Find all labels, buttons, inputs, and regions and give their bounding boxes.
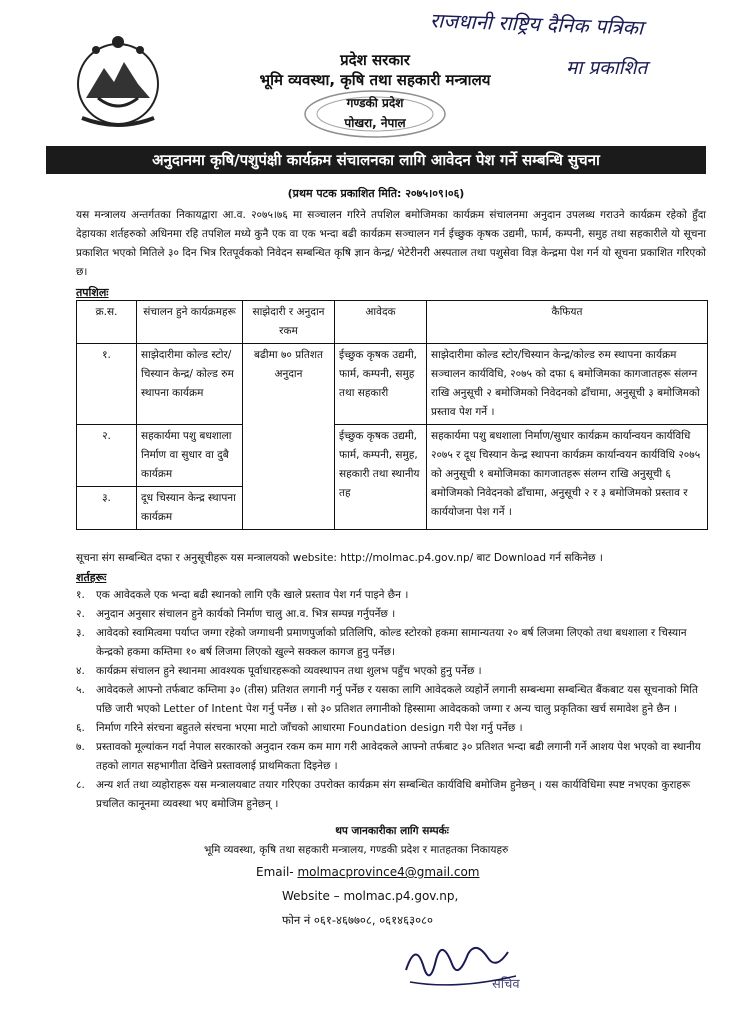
condition-number: ४.: [76, 665, 85, 677]
email-link[interactable]: molmacprovince4@gmail.com: [297, 865, 480, 879]
row-program: साझेदारीमा कोल्ड स्टोर/ चिस्यान केन्द्र/ कोल्ड रुम स्थापना कार्यक्रम: [137, 344, 243, 425]
condition-number: ६.: [76, 722, 85, 734]
condition-number: ३.: [76, 627, 85, 639]
list-item: [76, 681, 708, 719]
row-program: दूध चिस्यान केन्द्र स्थापना कार्यक्रम: [137, 487, 243, 530]
col-header-applicant: आवेदक: [335, 301, 427, 344]
download-note: सूचना संग सम्बन्धित दफा र अनुसूचीहरू यस मन्त्रालयको website: http://molmac.p4.gov.np/ बाट Download गर्न सकिनेछ ।: [76, 552, 603, 564]
list-item: [76, 662, 708, 681]
header-province-name: गण्डकी प्रदेश: [346, 96, 404, 110]
col-header-remarks: कैफियत: [427, 301, 708, 344]
row-applicant: ईच्छुक कृषक उद्यमी, फार्म, कम्पनी, समुह तथा सहकारी: [335, 344, 427, 425]
row-remarks: सहकार्यमा पशु बधशाला निर्माण/सुधार कार्यक्रम कार्यान्वयन कार्यविधि २०७५ र दूध चिस्यान केन्द्र स्थापना कार्यक्रम कार्यान्वयन कार्यविधि २०७५ को अनुसूची १ बमोजिमका कागजातहरू संलग्न राखि अनुसूची ६ बमोजिमको निवेदनको ढाँचामा, अनुसूची २ र ३ बमोजिमको प्रस्ताव र कार्ययोजना पेश गर्ने ।: [427, 425, 708, 530]
list-item: [76, 738, 708, 776]
first-published-date: (प्रथम पटक प्रकाशित मिति: २०७५।०९।०६): [287, 187, 465, 200]
contact-office: भूमि व्यवस्था, कृषि तथा सहकारी मन्त्रालय, गण्डकी प्रदेश र मातहतका निकायहरु: [204, 844, 509, 856]
notice-title-banner: अनुदानमा कृषि/पशुपंक्षी कार्यक्रम संचालनका लागि आवेदन पेश गर्ने सम्बन्धि सुचना: [46, 146, 706, 174]
handwritten-note-line1: राजधानी राष्ट्रिय दैनिक पत्रिका: [429, 8, 644, 40]
condition-text: आवेदको स्वामित्वमा पर्याप्त जग्गा रहेको जग्गाधनी प्रमाणपुर्जाको प्रतिलिपि, कोल्ड स्टोरको हकमा सामान्यतया २० बर्ष लिजमा लिएको तथा बधशाला र चिस्यान केन्द्रको हकमा कम्तिमा १० बर्ष लिजमा लिएको खुल्ने सक्कल कागज हुनु पर्नेछ।: [96, 627, 687, 658]
header-location: पोखरा, नेपाल: [344, 116, 406, 130]
signature-title: सचिव: [492, 977, 520, 992]
condition-number: २.: [76, 608, 85, 620]
contact-phone: फोन नं ०६१-४६७७०८, ०६१४६३०८०: [282, 913, 434, 927]
row-applicant: ईच्छुक कृषक उद्यमी, फार्म, कम्पनी, समुह, सहकारी तथा स्थानीय तह: [335, 425, 427, 530]
nepal-emblem-icon: [72, 28, 164, 136]
condition-text: आवेदकले आफ्नो तर्फबाट कम्तिमा ३० (तीस) प्रतिशत लगानी गर्नु पर्नेछ र यसका लागि आवेदकले व्यहोर्ने लगानी सम्बन्धमा सम्बन्धित बैंकबाट यस सूचनाको मिति पछि जारी भएको Letter of Intent पेश गर्नु पर्नेछ । सो ३० प्रतिशत लगानीको हिस्सामा आवेदकको जग्गा र अन्य चालु प्रकृतिका खर्च समावेश हुने छैन ।: [96, 684, 698, 715]
conditions-heading: शर्तहरूः: [76, 571, 107, 584]
row-serial: ३.: [77, 487, 137, 530]
condition-number: १.: [76, 589, 85, 601]
email-label: Email-: [256, 865, 298, 879]
list-item: [76, 776, 708, 814]
condition-text: अन्य शर्त तथा व्यहोराहरू यस मन्त्रालयबाट तयार गरिएका उपरोक्त कार्यक्रम संग सम्बन्धित कार्यविधि बमोजिम हुनेछन् । यस कार्यविधिमा स्पष्ट नभएका कुराहरू प्रचलित कानूनमा व्यवस्था भए बमोजिम हुनेछन् ।: [96, 779, 691, 810]
list-item: [76, 719, 708, 738]
col-header-grant: साझेदारी र अनुदान रकम: [243, 301, 335, 344]
condition-text: कार्यक्रम संचालन हुने स्थानमा आवश्यक पूर्वाधारहरूको व्यवस्थापन तथा शुलभ पहुँच भएको हुनु पर्नेछ ।: [96, 665, 482, 677]
condition-number: ८.: [76, 779, 85, 791]
condition-text: निर्माण गरिने संरचना बहुतले संरचना भएमा माटो जाँचको आधारमा Foundation design गरी पेश गर्नु पर्नेछ ।: [96, 722, 523, 734]
details-heading: तपशिलः: [76, 286, 109, 299]
table-row: [77, 344, 708, 425]
row-serial: १.: [77, 344, 137, 425]
row-program: सहकार्यमा पशु बधशाला निर्माण वा सुधार वा दुबै कार्यक्रम: [137, 425, 243, 487]
signature: [396, 930, 566, 1000]
table-row: [77, 425, 708, 487]
col-header-program: संचालन हुने कार्यक्रमहरू: [137, 301, 243, 344]
office-stamp-icon: [300, 88, 450, 140]
condition-number: ५.: [76, 684, 85, 696]
contact-title: थप जानकारीका लागि सम्पर्कः: [335, 825, 449, 837]
header-province-government: प्रदेश सरकार: [340, 51, 410, 69]
row-serial: २.: [77, 425, 137, 487]
list-item: [76, 586, 708, 605]
conditions-list: [76, 586, 708, 814]
intro-paragraph: यस मन्त्रालय अन्तर्गतका निकायद्वारा आ.व. २०७५।७६ मा सञ्चालन गरिने तपशिल बमोजिमका कार्यक्रम संचालनमा अनुदान उपलब्ध गराउने कार्यक्रम रहेको हुँदा देहायका शर्तहरुको अधिनमा रहि तपशिल मध्ये कुनै एक वा एक भन्दा बढी कार्यक्रम सञ्चालन गर्न ईच्छुक कृषक उद्यमी, फार्म, कम्पनी, समुह तथा सहकारीले यो सूचना प्रकाशित भएको मितिले ३० दिन भित्र रितपूर्वकको निवेदन सम्बन्धित कृषि ज्ञान केन्द्र/ भेटेरीनरी अस्पताल तथा पशुसेवा विज्ञ केन्द्रमा पेश गर्न यो सूचना प्रकाशित गरिएको छ।: [76, 209, 706, 278]
contact-email-line: [76, 860, 708, 884]
list-item: [76, 624, 708, 662]
table-header-row: [77, 301, 708, 344]
condition-text: प्रस्तावको मूल्यांकन गर्दा नेपाल सरकारको अनुदान रकम कम माग गरी आवेदकले आफ्नो तर्फबाट ३० प्रतिशत भन्दा बढी लगानी गर्ने आशय पेश भएको वा स्थानीय तहको लागत सहभागीता देखिने प्रस्तावलाई प्राथमिकता दिइनेछ ।: [96, 741, 701, 772]
col-header-serial: क्र.स.: [77, 301, 137, 344]
header-ministry-name: भूमि व्यवस्था, कृषि तथा सहकारी मन्त्रालय: [259, 71, 491, 89]
condition-text: एक आवेदकले एक भन्दा बढी स्थानको लागि एकै खाले प्रस्ताव पेश गर्न पाइने छैन ।: [96, 589, 409, 601]
row-grant: बढीमा ७० प्रतिशत अनुदान: [243, 344, 335, 530]
contact-website: Website – molmac.p4.gov.np,: [282, 889, 459, 903]
list-item: [76, 605, 708, 624]
contact-block: [76, 822, 708, 932]
program-table: [76, 300, 708, 530]
row-remarks: साझेदारीमा कोल्ड स्टोर/चिस्यान केन्द्र/कोल्ड रुम स्थापना कार्यक्रम सञ्चालन कार्यविधि, २०७५ को दफा ६ बमोजिमका कागजातहरू संलग्न राखि अनुसूची २ बमोजिमको निवेदनको ढाँचामा, अनुसूची ३ बमोजिमको प्रस्ताव पेश गर्ने ।: [427, 344, 708, 425]
handwritten-note-line2: मा प्रकाशित: [566, 57, 648, 79]
condition-number: ७.: [76, 741, 85, 753]
condition-text: अनुदान अनुसार संचालन हुने कार्यको निर्माण चालु आ.व. भित्र सम्पन्न गर्नुपर्नेछ ।: [96, 608, 396, 620]
